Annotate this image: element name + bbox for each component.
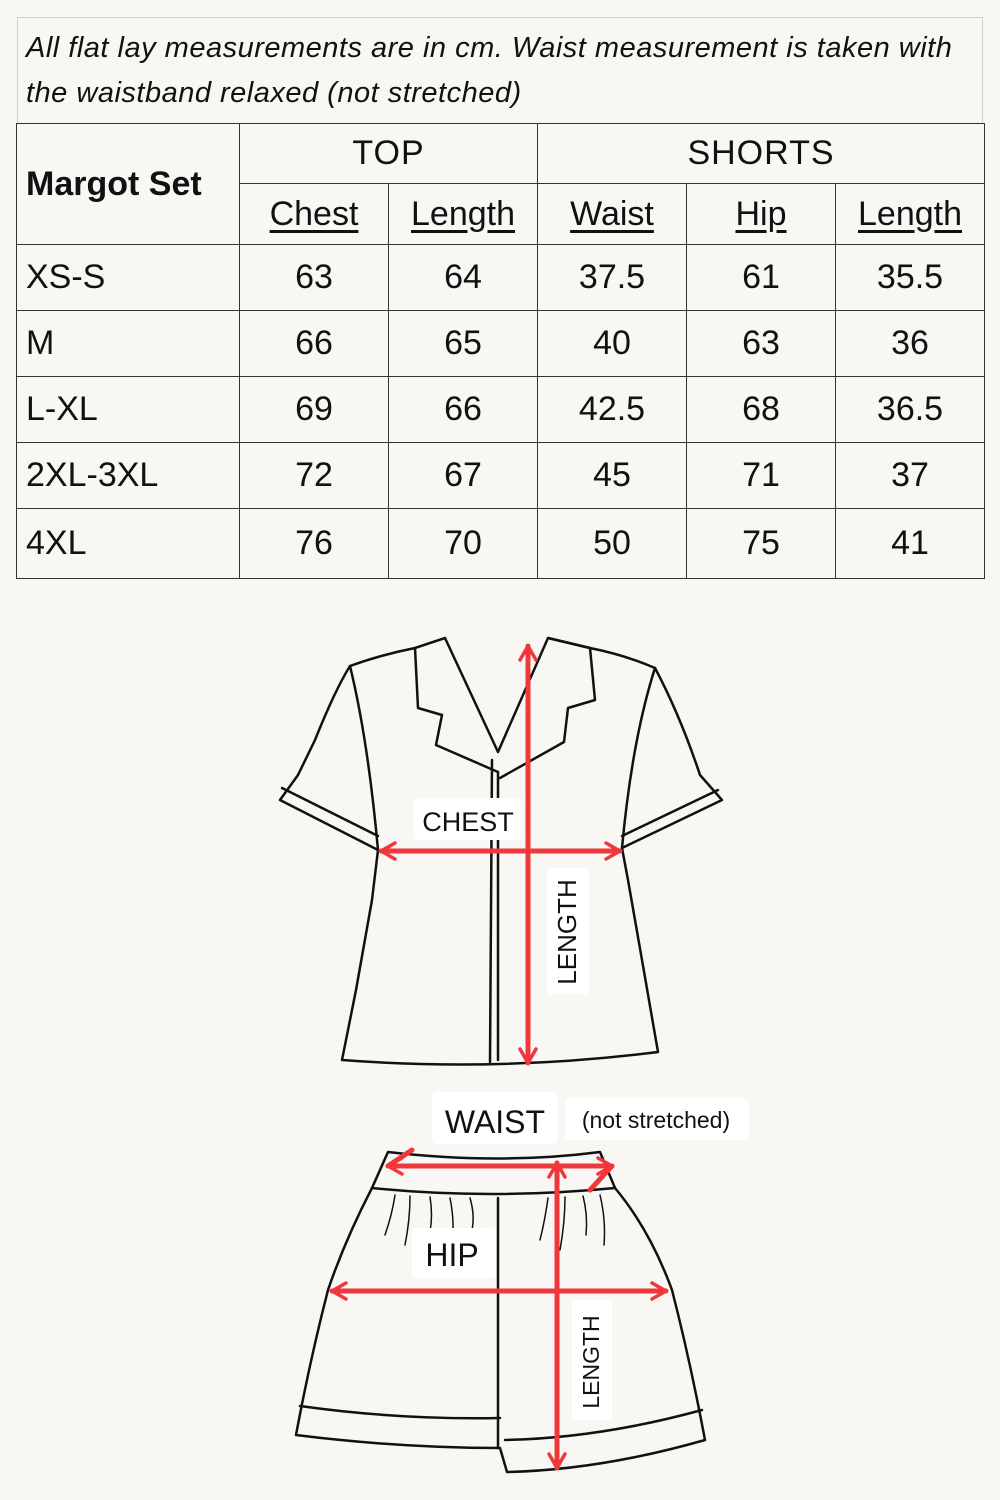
table-cell: 72 <box>240 443 389 509</box>
table-cell: 41 <box>836 509 985 579</box>
table-cell: 63 <box>687 311 836 377</box>
waist-note: (not stretched) <box>581 1107 731 1133</box>
group-header-top: TOP <box>240 124 538 184</box>
chest-label: CHEST <box>422 807 514 837</box>
table-cell: 61 <box>687 245 836 311</box>
size-chart-table <box>16 123 985 579</box>
set-name: Margot Set <box>17 124 240 245</box>
measurement-note: All flat lay measurements are in cm. Waist measurement is taken with the waistband relaxed (not stretched) <box>26 32 953 109</box>
table-cell: 66 <box>240 311 389 377</box>
table-cell: 69 <box>240 377 389 443</box>
table-cell: 63 <box>240 245 389 311</box>
table-cell: 35.5 <box>836 245 985 311</box>
column-header-hip: Hip <box>687 184 836 245</box>
column-header-chest: Chest <box>240 184 389 245</box>
size-label: 4XL <box>17 509 240 579</box>
table-cell: 36.5 <box>836 377 985 443</box>
table-cell: 66 <box>389 377 538 443</box>
table-row <box>17 311 985 377</box>
column-header-waist: Waist <box>538 184 687 245</box>
size-label: XS-S <box>17 245 240 311</box>
table-row <box>17 245 985 311</box>
table-row <box>17 509 985 579</box>
table-cell: 64 <box>389 245 538 311</box>
shorts-length-label: LENGTH <box>578 1315 604 1409</box>
hip-label: HIP <box>425 1237 479 1273</box>
table-header-row <box>17 124 985 184</box>
size-label: 2XL-3XL <box>17 443 240 509</box>
table-cell: 36 <box>836 311 985 377</box>
table-cell: 40 <box>538 311 687 377</box>
measurement-note-box <box>17 17 983 123</box>
column-header-top-length: Length <box>389 184 538 245</box>
table-cell: 76 <box>240 509 389 579</box>
size-label: M <box>17 311 240 377</box>
table-cell: 75 <box>687 509 836 579</box>
size-label: L-XL <box>17 377 240 443</box>
table-cell: 70 <box>389 509 538 579</box>
shorts-illustration <box>296 1152 705 1472</box>
table-row <box>17 443 985 509</box>
table-cell: 45 <box>538 443 687 509</box>
table-cell: 71 <box>687 443 836 509</box>
table-cell: 68 <box>687 377 836 443</box>
table-cell: 50 <box>538 509 687 579</box>
garment-measurement-diagram <box>0 580 1000 1500</box>
table-row <box>17 377 985 443</box>
table-cell: 42.5 <box>538 377 687 443</box>
table-cell: 37 <box>836 443 985 509</box>
top-length-label: LENGTH <box>552 879 582 985</box>
group-header-shorts: SHORTS <box>538 124 985 184</box>
column-header-shorts-length: Length <box>836 184 985 245</box>
table-cell: 37.5 <box>538 245 687 311</box>
waist-label: WAIST <box>444 1104 546 1140</box>
table-cell: 67 <box>389 443 538 509</box>
table-cell: 65 <box>389 311 538 377</box>
